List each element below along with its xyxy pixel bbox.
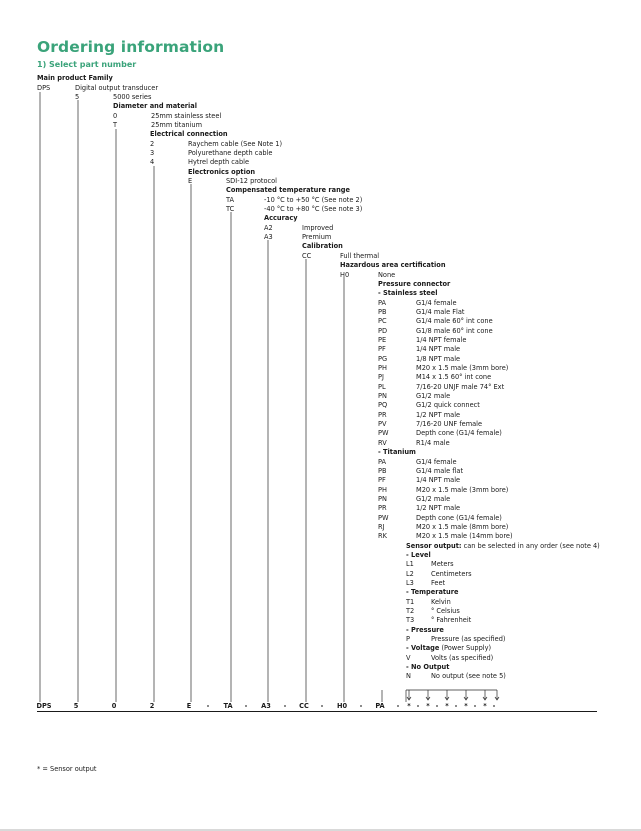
part-code-segment: *: [464, 702, 468, 710]
section-heading: Compensated temperature range: [226, 186, 350, 194]
section-heading: Accuracy: [264, 214, 298, 222]
part-code-segment: E: [186, 702, 192, 710]
part-code-segment: H0: [336, 702, 348, 710]
option-description: Meters: [431, 560, 454, 568]
option-description: SDI-12 protocol: [226, 177, 277, 185]
option-code: T1: [406, 598, 415, 606]
part-code-segment: 0: [111, 702, 117, 710]
option-description: G1/2 male: [416, 392, 451, 400]
option-description: None: [378, 271, 396, 279]
option-description: G1/4 female: [416, 458, 457, 466]
option-code: A3: [264, 233, 273, 241]
part-code-segment: PA: [375, 702, 385, 710]
option-code: PH: [378, 486, 387, 494]
section-heading: - Pressure: [406, 626, 444, 634]
option-code: 5: [75, 93, 80, 101]
option-description: 1/4 NPT male: [416, 345, 461, 353]
section-heading: - Level: [406, 551, 431, 559]
option-code: PE: [378, 336, 387, 344]
option-description: M20 x 1.5 male (8mm bore): [416, 523, 509, 531]
section-heading: Electronics option: [188, 168, 256, 176]
option-code: 2: [150, 140, 155, 148]
part-code-segment: -: [454, 702, 458, 710]
option-code: L1: [406, 560, 414, 568]
option-description: ° Fahrenheit: [431, 616, 472, 624]
option-code: V: [406, 654, 411, 662]
option-code: DPS: [37, 84, 51, 92]
option-code: RJ: [378, 523, 385, 531]
option-code: PG: [378, 355, 388, 363]
option-description: M14 x 1.5 60° int cone: [416, 373, 492, 381]
option-code: PH: [378, 364, 387, 372]
option-code: E: [188, 177, 193, 185]
option-code: P: [406, 635, 410, 643]
option-description: G1/2 quick connect: [416, 401, 480, 409]
option-description: M20 x 1.5 male (14mm bore): [416, 532, 513, 540]
part-code-segment: -: [473, 702, 477, 710]
option-description: -10 °C to +50 °C (See note 2): [264, 196, 363, 204]
option-code: PJ: [378, 373, 384, 381]
option-description: G1/2 male: [416, 495, 451, 503]
option-description: M20 x 1.5 male (3mm bore): [416, 364, 509, 372]
option-description: Full thermal: [340, 252, 380, 260]
option-code: 3: [150, 149, 155, 157]
section-heading: Diameter and material: [113, 102, 198, 110]
option-description: 25mm stainless steel: [151, 112, 222, 120]
option-description: 1/2 NPT male: [416, 504, 461, 512]
option-code: RV: [378, 439, 387, 447]
section-heading: Sensor output: can be selected in any order (see note 4): [406, 542, 600, 550]
option-code: PF: [378, 345, 386, 353]
option-description: Raychem cable (See Note 1): [188, 140, 283, 148]
section-heading: - Stainless steel: [378, 289, 438, 297]
option-description: G1/4 female: [416, 299, 457, 307]
option-code: TA: [226, 196, 235, 204]
option-description: G1/8 male 60° int cone: [416, 327, 493, 335]
part-code-segment: CC: [299, 702, 309, 710]
part-code-segment: A3: [261, 702, 271, 710]
section-heading: Calibration: [302, 242, 343, 250]
option-description: Improved: [302, 224, 334, 232]
option-code: RK: [378, 532, 387, 540]
option-description: 1/4 NPT male: [416, 476, 461, 484]
option-code: 0: [113, 112, 118, 120]
section-subtitle: 1) Select part number: [37, 60, 137, 69]
option-code: CC: [302, 252, 312, 260]
part-code-segment: -: [359, 702, 363, 710]
section-heading: - No Output: [406, 663, 450, 671]
part-code-segment: -: [435, 702, 439, 710]
option-code: PB: [378, 308, 387, 316]
part-code-segment: 2: [149, 702, 155, 710]
section-heading: - Temperature: [406, 588, 459, 596]
option-code: PR: [378, 411, 387, 419]
part-code-segment: DPS: [36, 702, 52, 710]
option-code: PL: [378, 383, 386, 391]
option-description: G1/4 male 60° int cone: [416, 317, 493, 325]
option-code: N: [406, 672, 411, 680]
option-description: Hytrel depth cable: [188, 158, 250, 166]
option-code: A2: [264, 224, 273, 232]
option-description: 7/16-20 UNF female: [416, 420, 483, 428]
option-description: Kelvin: [431, 598, 451, 606]
option-code: L3: [406, 579, 414, 587]
option-description: ° Celsius: [431, 607, 460, 615]
option-code: PA: [378, 299, 387, 307]
part-number-baseline: [37, 711, 597, 712]
option-description: -40 °C to +80 °C (See note 3): [264, 205, 363, 213]
part-code-segment: TA: [223, 702, 233, 710]
section-heading: - Voltage (Power Supply): [406, 644, 492, 652]
option-description: Depth cone (G1/4 female): [416, 514, 502, 522]
part-code-segment: -: [396, 702, 400, 710]
option-description: G1/4 male Flat: [416, 308, 465, 316]
option-code: T2: [406, 607, 415, 615]
part-code-segment: -: [320, 702, 324, 710]
section-heading: Main product Family: [37, 74, 113, 82]
option-description: M20 x 1.5 male (3mm bore): [416, 486, 509, 494]
option-description: 1/8 NPT male: [416, 355, 461, 363]
option-description: 7/16-20 UNJF male 74° Ext: [416, 383, 505, 391]
part-code-segment: -: [283, 702, 287, 710]
option-description: Polyurethane depth cable: [188, 149, 273, 157]
footnote: * = Sensor output: [37, 765, 97, 773]
section-heading: Hazardous area certification: [340, 261, 446, 269]
part-code-segment: -: [416, 702, 420, 710]
option-description: Centimeters: [431, 570, 472, 578]
section-heading: Electrical connection: [150, 130, 228, 138]
section-heading: - Titanium: [378, 448, 416, 456]
option-code: 4: [150, 158, 155, 166]
part-code-segment: *: [483, 702, 487, 710]
option-description: 1/4 NPT female: [416, 336, 467, 344]
page-title: Ordering information: [37, 38, 225, 56]
section-heading: Pressure connector: [378, 280, 451, 288]
option-description: 25mm titanium: [151, 121, 202, 129]
part-code-segment: -: [206, 702, 210, 710]
option-description: G1/4 male flat: [416, 467, 464, 475]
option-code: H0: [340, 271, 350, 279]
option-code: TC: [226, 205, 235, 213]
option-description: 5000 series: [113, 93, 152, 101]
section-note: (Power Supply): [439, 644, 492, 652]
option-description: No output (see note 5): [431, 672, 506, 680]
option-code: PD: [378, 327, 388, 335]
option-code: PQ: [378, 401, 388, 409]
option-code: L2: [406, 570, 414, 578]
section-note: can be selected in any order (see note 4): [461, 542, 600, 550]
option-code: PF: [378, 476, 386, 484]
option-code: T3: [406, 616, 415, 624]
option-code: PV: [378, 420, 387, 428]
option-description: Feet: [431, 579, 446, 587]
part-code-segment: *: [445, 702, 449, 710]
part-code-segment: -: [244, 702, 248, 710]
option-description: Pressure (as specified): [431, 635, 506, 643]
option-code: PN: [378, 495, 387, 503]
part-code-segment: *: [407, 702, 411, 710]
option-description: Depth cone (G1/4 female): [416, 429, 502, 437]
option-description: R1/4 male: [416, 439, 450, 447]
part-code-segment: *: [426, 702, 430, 710]
option-code: T: [113, 121, 118, 129]
option-code: PN: [378, 392, 387, 400]
option-code: PB: [378, 467, 387, 475]
option-code: PW: [378, 514, 389, 522]
option-description: Volts (as specified): [431, 654, 494, 662]
option-description: Premium: [302, 233, 332, 241]
option-code: PA: [378, 458, 387, 466]
option-code: PC: [378, 317, 387, 325]
part-code-segment: -: [492, 702, 496, 710]
option-description: Digital output transducer: [75, 84, 159, 92]
option-code: PW: [378, 429, 389, 437]
option-code: PR: [378, 504, 387, 512]
option-description: 1/2 NPT male: [416, 411, 461, 419]
part-code-segment: 5: [73, 702, 79, 710]
